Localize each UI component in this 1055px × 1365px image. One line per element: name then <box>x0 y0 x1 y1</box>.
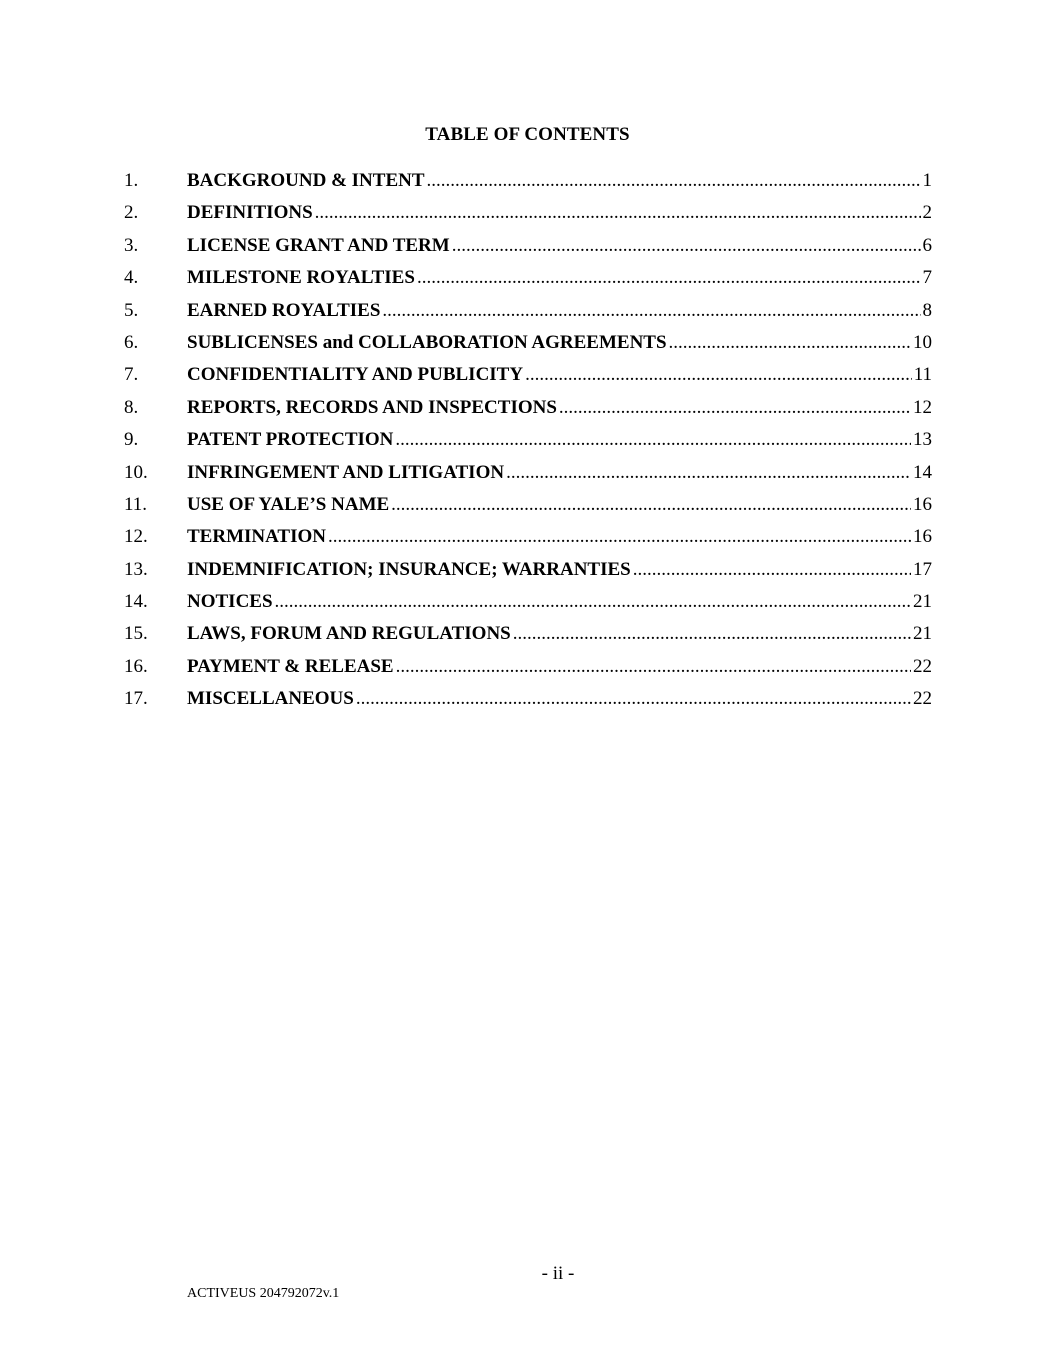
toc-entry-number: 6. <box>124 331 139 353</box>
toc-entry[interactable] <box>124 230 932 262</box>
dot-leader <box>452 230 921 262</box>
toc-entry-heading[interactable]: TERMINATION <box>187 526 326 548</box>
document-id: ACTIVEUS 204792072v.1 <box>187 1286 340 1301</box>
toc-entry-page: 8 <box>922 299 932 321</box>
toc-entry-page: 16 <box>913 493 932 515</box>
toc-entry[interactable] <box>124 683 932 715</box>
toc-entry-number: 17. <box>124 688 148 710</box>
toc-entry-heading[interactable]: PATENT PROTECTION <box>187 429 394 451</box>
dot-leader <box>513 618 911 650</box>
toc-entry[interactable] <box>124 521 932 553</box>
dot-leader <box>633 554 911 586</box>
toc-entry-heading[interactable]: LAWS, FORUM AND REGULATIONS <box>187 623 511 645</box>
toc-entry-page: 7 <box>922 267 932 289</box>
toc-entry-page: 12 <box>913 396 932 418</box>
toc-entry-number: 8. <box>124 396 139 418</box>
toc-entry-number: 5. <box>124 299 139 321</box>
toc-entry[interactable] <box>124 586 932 618</box>
toc-entry-heading[interactable]: INDEMNIFICATION; INSURANCE; WARRANTIES <box>187 558 631 580</box>
toc-entry-number: 14. <box>124 591 148 613</box>
toc-entry-page: 1 <box>922 170 932 191</box>
dot-leader <box>396 651 911 683</box>
toc-title: TABLE OF CONTENTS <box>425 124 630 145</box>
toc-entry-page: 22 <box>913 688 932 710</box>
dot-leader <box>382 295 920 327</box>
toc-entry-page: 2 <box>922 202 932 224</box>
toc-entry-heading[interactable]: REPORTS, RECORDS AND INSPECTIONS <box>187 396 557 418</box>
toc-entry[interactable] <box>124 618 932 650</box>
toc-entry[interactable] <box>124 359 932 391</box>
toc-entry-page: 14 <box>913 461 932 483</box>
toc-entry-number: 13. <box>124 558 148 580</box>
toc-entry[interactable] <box>124 489 932 521</box>
dot-leader <box>395 424 911 456</box>
toc-entry-number: 10. <box>124 461 148 483</box>
toc-entry-heading[interactable]: MILESTONE ROYALTIES <box>187 267 415 289</box>
dot-leader <box>427 165 921 197</box>
toc-entry[interactable] <box>124 554 932 586</box>
toc-entry-heading[interactable]: INFRINGEMENT AND LITIGATION <box>187 461 505 483</box>
toc-entry-heading[interactable]: CONFIDENTIALITY AND PUBLICITY <box>187 364 524 386</box>
toc-entry-page: 6 <box>922 234 932 256</box>
toc-list <box>124 165 932 716</box>
toc-entry-page: 11 <box>913 364 932 386</box>
dot-leader <box>559 392 911 424</box>
dot-leader <box>506 457 911 489</box>
dot-leader <box>417 262 921 294</box>
page-number: - ii - <box>541 1263 575 1284</box>
toc-entry[interactable] <box>124 262 932 294</box>
toc-entry-heading[interactable]: LICENSE GRANT AND TERM <box>187 234 450 256</box>
dot-leader <box>275 586 911 618</box>
toc-entry-page: 22 <box>913 655 932 677</box>
toc-entry-heading[interactable]: NOTICES <box>187 591 273 613</box>
toc-entry-page: 21 <box>913 623 932 645</box>
toc-entry[interactable] <box>124 424 932 456</box>
dot-leader <box>669 327 911 359</box>
toc-entry-number: 12. <box>124 526 148 548</box>
dot-leader <box>356 683 911 715</box>
toc-entry-page: 13 <box>913 429 932 451</box>
toc-entry[interactable] <box>124 295 932 327</box>
toc-entry-page: 21 <box>913 591 932 613</box>
toc-entry-heading[interactable]: BACKGROUND & INTENT <box>187 170 425 191</box>
toc-entry-number: 3. <box>124 234 139 256</box>
toc-entry[interactable] <box>124 327 932 359</box>
toc-entry-number: 4. <box>124 267 139 289</box>
dot-leader <box>525 359 912 391</box>
dot-leader <box>328 521 911 553</box>
toc-entry-heading[interactable]: DEFINITIONS <box>187 202 313 224</box>
toc-entry[interactable] <box>124 197 932 229</box>
toc-entry-page: 16 <box>913 526 932 548</box>
toc-entry-number: 16. <box>124 655 148 677</box>
toc-entry-heading[interactable]: PAYMENT & RELEASE <box>187 655 394 677</box>
toc-entry-number: 15. <box>124 623 148 645</box>
toc-entry[interactable] <box>124 392 932 424</box>
dot-leader <box>391 489 911 521</box>
dot-leader <box>315 197 921 229</box>
toc-entry-page: 17 <box>913 558 932 580</box>
toc-entry[interactable] <box>124 457 932 489</box>
toc-entry-heading[interactable]: SUBLICENSES and COLLABORATION AGREEMENTS <box>187 331 667 353</box>
toc-entry[interactable] <box>124 651 932 683</box>
toc-entry-heading[interactable]: USE OF YALE’S NAME <box>187 493 390 515</box>
toc-entry-heading[interactable]: MISCELLANEOUS <box>187 688 354 710</box>
toc-entry[interactable] <box>124 165 932 197</box>
toc-entry-heading[interactable]: EARNED ROYALTIES <box>187 299 381 321</box>
toc-entry-number: 9. <box>124 429 139 451</box>
toc-entry-number: 1. <box>124 170 139 191</box>
toc-entry-page: 10 <box>913 331 932 353</box>
toc-entry-number: 2. <box>124 202 139 224</box>
toc-entry-number: 7. <box>124 364 139 386</box>
toc-entry-number: 11. <box>124 493 148 515</box>
